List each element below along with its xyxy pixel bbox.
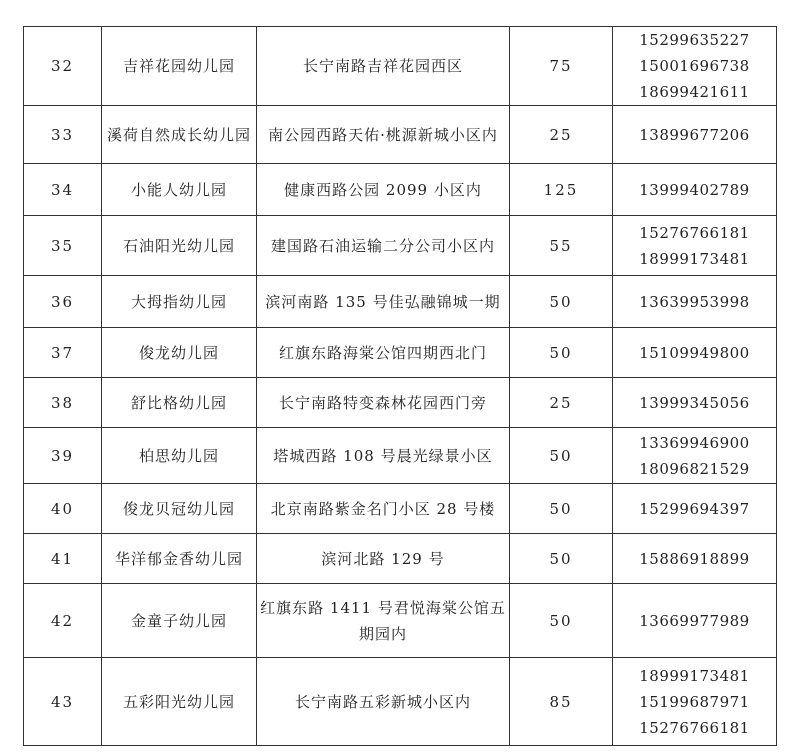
phone-cell — [613, 534, 777, 584]
capacity: 75 — [510, 27, 613, 106]
phone-number: 18699421611 — [639, 83, 750, 101]
phone-cell — [613, 27, 777, 106]
phone-number: 15299635227 — [639, 31, 750, 49]
table-row — [24, 658, 777, 746]
table-row — [24, 328, 777, 378]
table-row — [24, 106, 777, 164]
table-row — [24, 378, 777, 428]
kindergarten-address: 滨河北路 129 号 — [257, 534, 510, 584]
table-row — [24, 27, 777, 106]
phone-cell — [613, 378, 777, 428]
kindergarten-address: 健康西路公园 2099 小区内 — [257, 164, 510, 216]
row-number: 37 — [24, 328, 102, 378]
kindergarten-name: 小能人幼儿园 — [102, 164, 257, 216]
phone-number: 15276766181 — [639, 223, 750, 242]
capacity: 55 — [510, 216, 613, 276]
kindergarten-name: 五彩阳光幼儿园 — [102, 658, 257, 746]
capacity: 50 — [510, 584, 613, 658]
phone-number: 13999345056 — [639, 393, 750, 412]
row-number: 36 — [24, 276, 102, 328]
capacity: 85 — [510, 658, 613, 746]
capacity: 125 — [510, 164, 613, 216]
phone-number: 15001696738 — [639, 57, 750, 75]
capacity: 50 — [510, 428, 613, 484]
kindergarten-name: 金童子幼儿园 — [102, 584, 257, 658]
table-row — [24, 584, 777, 658]
kindergarten-address: 建国路石油运输二分公司小区内 — [257, 216, 510, 276]
kindergarten-name: 吉祥花园幼儿园 — [102, 27, 257, 106]
phone-cell — [613, 106, 777, 164]
row-number: 33 — [24, 106, 102, 164]
phone-number: 15886918899 — [639, 549, 750, 568]
row-number: 39 — [24, 428, 102, 484]
row-number: 43 — [24, 658, 102, 746]
capacity: 50 — [510, 276, 613, 328]
row-number: 32 — [24, 27, 102, 106]
table-row — [24, 484, 777, 534]
kindergarten-address: 北京南路紫金名门小区 28 号楼 — [257, 484, 510, 534]
kindergarten-name: 石油阳光幼儿园 — [102, 216, 257, 276]
phone-cell — [613, 164, 777, 216]
kindergarten-table — [23, 26, 777, 746]
phone-number: 13369946900 — [639, 433, 750, 452]
table-row — [24, 276, 777, 328]
row-number: 34 — [24, 164, 102, 216]
table-row — [24, 216, 777, 276]
capacity: 25 — [510, 378, 613, 428]
phone-cell — [613, 276, 777, 328]
row-number: 40 — [24, 484, 102, 534]
row-number: 38 — [24, 378, 102, 428]
phone-number: 15199687971 — [639, 692, 750, 711]
capacity: 25 — [510, 106, 613, 164]
kindergarten-address: 长宁南路特变森林花园西门旁 — [257, 378, 510, 428]
phone-number: 18096821529 — [639, 459, 750, 478]
kindergarten-address: 红旗东路海棠公馆四期西北门 — [257, 328, 510, 378]
table-body — [24, 27, 777, 746]
phone-number: 18999173481 — [639, 249, 750, 268]
kindergarten-name: 柏思幼儿园 — [102, 428, 257, 484]
kindergarten-name: 大拇指幼儿园 — [102, 276, 257, 328]
phone-number: 13639953998 — [639, 292, 750, 311]
phone-number: 15276766181 — [639, 718, 750, 737]
phone-cell — [613, 658, 777, 746]
phone-number: 15109949800 — [639, 343, 750, 362]
phone-number: 13669977989 — [639, 611, 750, 630]
phone-cell — [613, 216, 777, 276]
kindergarten-name: 溪荷自然成长幼儿园 — [102, 106, 257, 164]
phone-number: 13899677206 — [639, 125, 750, 144]
kindergarten-address: 南公园西路天佑·桃源新城小区内 — [257, 106, 510, 164]
phone-number: 18999173481 — [639, 666, 750, 685]
row-number: 42 — [24, 584, 102, 658]
kindergarten-address: 长宁南路五彩新城小区内 — [257, 658, 510, 746]
kindergarten-address: 滨河南路 135 号佳弘融锦城一期 — [257, 276, 510, 328]
capacity: 50 — [510, 534, 613, 584]
kindergarten-address: 红旗东路 1411 号君悦海棠公馆五期园内 — [257, 584, 510, 658]
phone-cell — [613, 428, 777, 484]
kindergarten-address: 长宁南路吉祥花园西区 — [257, 27, 510, 106]
capacity: 50 — [510, 484, 613, 534]
table-row — [24, 534, 777, 584]
kindergarten-name: 舒比格幼儿园 — [102, 378, 257, 428]
phone-number: 15299694397 — [639, 499, 750, 518]
table-row — [24, 428, 777, 484]
row-number: 41 — [24, 534, 102, 584]
table-row — [24, 164, 777, 216]
phone-cell — [613, 484, 777, 534]
phone-number: 13999402789 — [639, 180, 750, 199]
kindergarten-name: 俊龙贝冠幼儿园 — [102, 484, 257, 534]
kindergarten-name: 华洋郁金香幼儿园 — [102, 534, 257, 584]
kindergarten-name: 俊龙幼儿园 — [102, 328, 257, 378]
phone-cell — [613, 328, 777, 378]
phone-cell — [613, 584, 777, 658]
row-number: 35 — [24, 216, 102, 276]
capacity: 50 — [510, 328, 613, 378]
kindergarten-address: 塔城西路 108 号晨光绿景小区 — [257, 428, 510, 484]
